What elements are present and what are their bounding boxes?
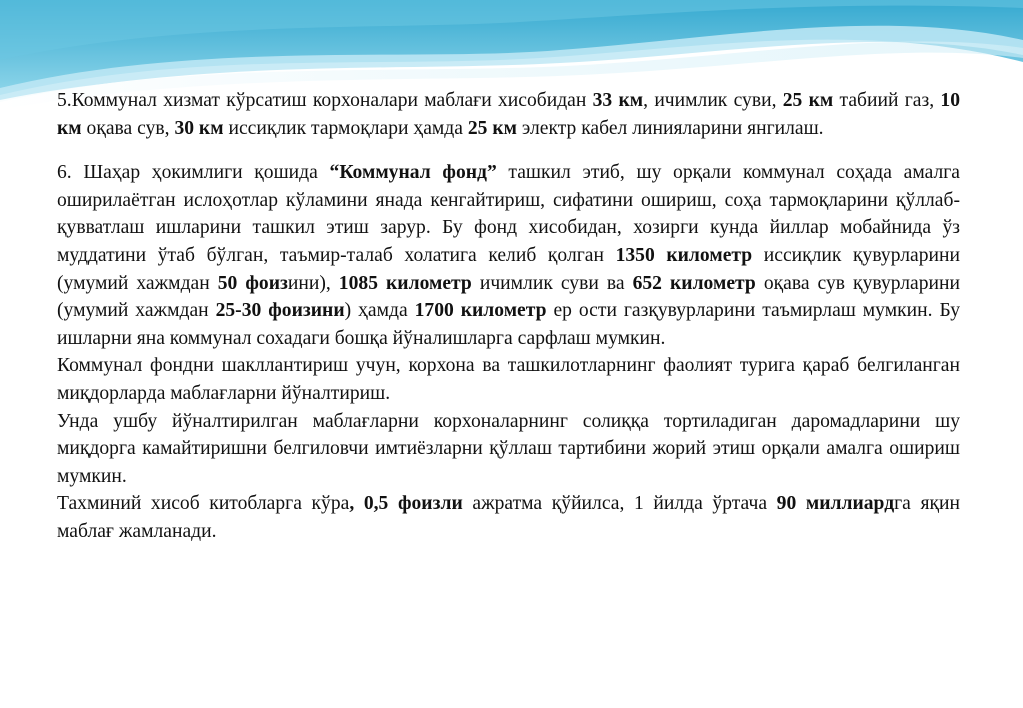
text-run: иссиқлик қувурларини (умумий хажмдан <box>57 244 960 294</box>
text-run: Тахминий хисоб китобларга кўра <box>57 493 350 515</box>
text-run: ) ҳамда <box>344 300 415 322</box>
text-run: электр кабел линияларини янгилаш. <box>517 117 824 139</box>
bold-text: 33 км <box>592 90 644 111</box>
text-run: , ичимлик суви, <box>643 90 783 111</box>
bold-text: “Коммунал фонд” <box>329 162 497 184</box>
bold-text: 25 км <box>782 90 834 111</box>
bold-text: 652 километр <box>632 272 756 294</box>
paragraph-3 <box>57 352 960 407</box>
text-run: 6. Шаҳар ҳокимлиги қошида <box>57 162 330 184</box>
paragraph-2 <box>57 159 960 352</box>
text-run: оқава сув қувурларини (умумий хажмдан <box>57 272 961 322</box>
bold-text: 1085 километр <box>338 272 472 294</box>
text-run: Унда ушбу йўналтирилган маблағларни корхоналарнинг солиққа тортиладиган даромадларини шу миқдорга камайтиришни белгиловчи имтиёзларни қўллаш тартибини жорий этиш орқали амалга ошириш мумкин. <box>57 410 960 487</box>
paragraph-1 <box>57 87 960 142</box>
text-run: ичимлик суви ва <box>471 272 633 294</box>
text-run: ташкил этиб, шу орқали коммунал соҳада амалга оширилаётган ислоҳотлар кўламини янада кенгайтириш, сифатини ошириш, соҳа тармоқларини қўллаб-қувватлаш ишларини ташкил этиш зарур. Бу фонд хисобидан, хозирги кунда йиллар мобайнида ўз муддатини ўтаб бўлган, таъмир-талаб холатига келиб қолган <box>57 162 960 266</box>
bold-text: 90 миллиард <box>776 493 895 515</box>
bold-text: 50 фоиз <box>217 272 288 294</box>
text-run: ер ости газқувурларини таъмирлаш мумкин. Бу ишларни яна коммунал сохадаги бошқа йўналишларга сарфлаш мумкин. <box>57 300 961 349</box>
text-run: иссиқлик тармоқлари ҳамда <box>223 117 468 139</box>
bold-text: 25 км <box>467 117 518 139</box>
text-run: Коммунал фондни шакллантириш учун, корхона ва ташкилотларнинг фаолият турига қараб белгиланган миқдорларда маблағларни йўналтириш. <box>57 355 960 404</box>
bold-text: , 0,5 фоизли <box>349 493 463 515</box>
bold-text: 10 км <box>57 90 960 139</box>
text-run: ажратма қўйилса, 1 йилда ўртача <box>462 493 777 515</box>
bold-text: 30 км <box>174 117 224 139</box>
bold-text: 1700 километр <box>414 300 547 322</box>
bold-text: 1350 километр <box>615 244 753 266</box>
paragraph-5 <box>57 490 960 545</box>
bold-text: 25-30 фоизини <box>215 300 345 322</box>
text-body <box>57 87 960 546</box>
text-run: ини), <box>287 272 339 294</box>
text-run: табиий газ, <box>833 90 941 111</box>
text-run: 5.Коммунал хизмат кўрсатиш корхоналари маблағи хисобидан <box>57 90 593 111</box>
text-run: оқава сув, <box>81 117 175 139</box>
paragraph-4 <box>57 408 960 491</box>
text-run: га яқин маблағ жамланади. <box>57 493 960 542</box>
